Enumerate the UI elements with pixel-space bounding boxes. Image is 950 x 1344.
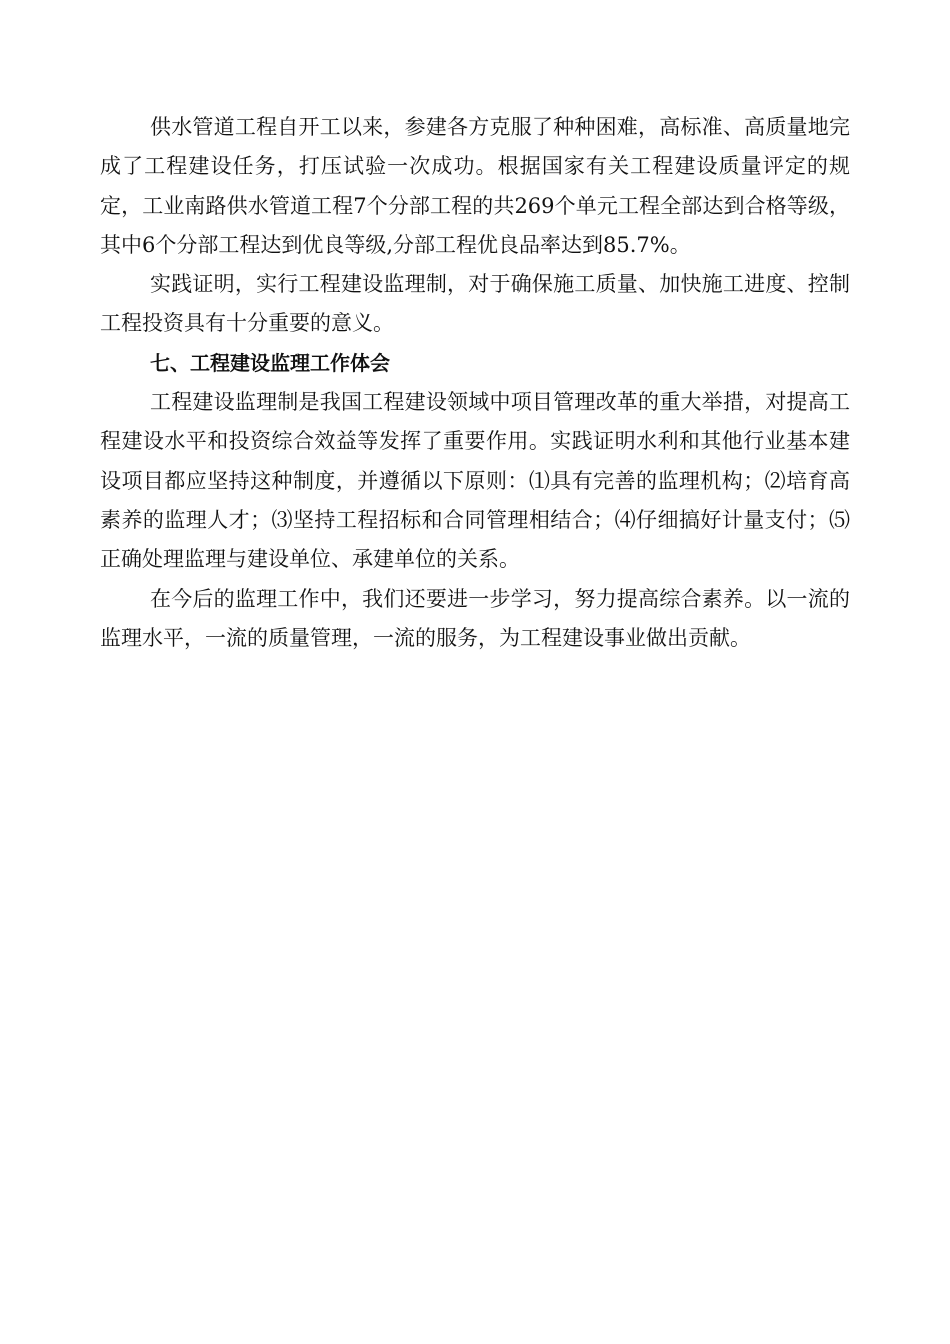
section-heading: 七、工程建设监理工作体会 (150, 350, 390, 375)
paragraph-project-quality: 供水管道工程自开工以来，参建各方克服了种种困难，高标准、高质量地完成了工程建设任务，打压试验一次成功。根据国家有关工程建设质量评定的规定，工业南路供水管道工程7个分部工程的共269个单元工程全部达到合格等级，其中6个分部工程达到优良等级,分部工程优良品率达到85.7%。 (100, 115, 850, 257)
paragraph-supervision-principles: 工程建设监理制是我国工程建设领域中项目管理改革的重大举措，对提高工程建设水平和投资综合效益等发挥了重要作用。实践证明水利和其他行业基本建设项目都应坚持这种制度，并遵循以下原则：⑴具有完善的监理机构；⑵培育高素养的监理人才；⑶坚持工程招标和合同管理相结合；⑷仔细搞好计量支付；⑸正确处理监理与建设单位、承建单位的关系。 (100, 390, 850, 572)
document-page (100, 108, 850, 658)
paragraph-practice-proof: 实践证明，实行工程建设监理制，对于确保施工质量、加快施工进度、控制工程投资具有十分重要的意义。 (100, 272, 850, 336)
paragraph-future-work: 在今后的监理工作中，我们还要进一步学习，努力提高综合素养。以一流的监理水平，一流的质量管理，一流的服务，为工程建设事业做出贡献。 (100, 586, 850, 650)
